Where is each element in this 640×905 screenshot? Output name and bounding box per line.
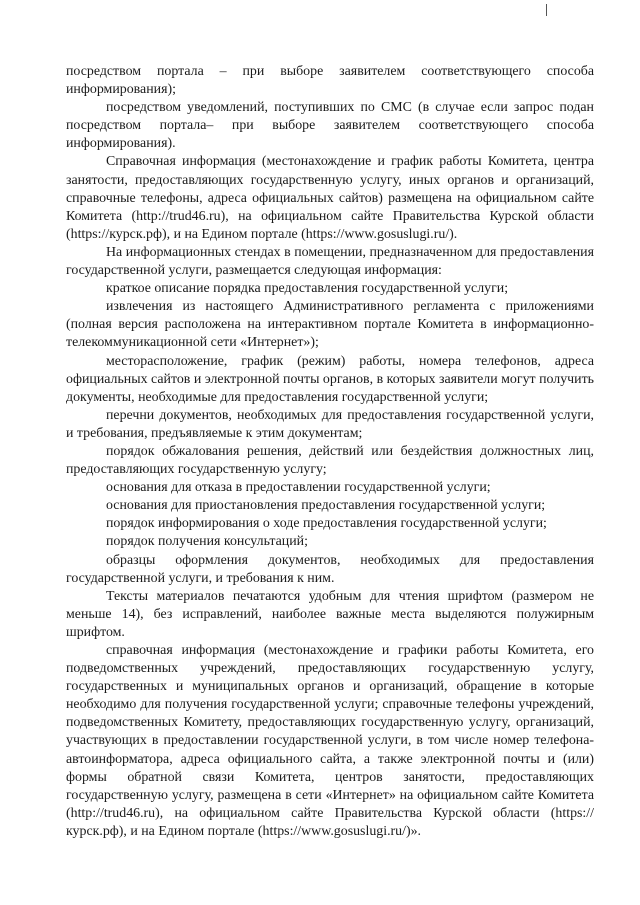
- list-item: основания для отказа в предоставлении государственной услуги;: [106, 480, 491, 496]
- list-item: перечни документов, необходимых для предоставления государственной услуги, и требования, предъявляемые к этим документам;: [66, 407, 594, 441]
- list-item: месторасположение, график (режим) работы, номера телефонов, адреса официальных сайтов и электронной почты органов, в которых заявители могут получить документы, необходимые для предоставления государственной услуги;: [66, 353, 594, 405]
- paragraph-font-requirements: Тексты материалов печатаются удобным для чтения шрифтом (размером не меньше 14), без исправлений, наиболее важные места выделяются полужирным шрифтом.: [66, 588, 594, 640]
- list-item: основания для приостановления предоставления государственной услуги;: [106, 498, 546, 514]
- paragraph-sms-notifications: посредством уведомлений, поступивших по СМС (в случае если запрос подан посредством портала– при выборе заявителем соответствующего способа информирования).: [66, 100, 594, 152]
- document-body: [66, 63, 594, 841]
- list-item: порядок обжалования решения, действий или бездействия должностных лиц, предоставляющих государственную услугу;: [66, 443, 594, 478]
- paragraph-reference-info: Справочная информация (местонахождение и график работы Комитета, центра занятости, предоставляющих государственную услугу, иных органов и организаций, справочные телефоны, адреса официальных сайтов) размещена на официальном сайте Комитета (http://trud46.ru), на официальном сайте Правительства Курской области (https://курск.рф), и на Едином портале (https://www.gosuslugi.ru/).: [66, 154, 594, 242]
- scan-mark: [546, 4, 547, 16]
- paragraph-portal-informing: посредством портала – при выборе заявителем соответствующего способа информирования);: [66, 64, 594, 98]
- list-item: порядок информирования о ходе предоставления государственной услуги;: [106, 516, 547, 532]
- list-item: образцы оформления документов, необходимых для предоставления государственной услуги, и требования к ним.: [66, 552, 594, 586]
- paragraph-internet-reference-info: справочная информация (местонахождение и графики работы Комитета, его подведомственных учреждений, предоставляющих государственную услугу, государственных и муниципальных органов и организаций, обращение в которые необходимо для получения государственной услуги; справочные телефоны учреждений, подведомственных Комитету, предоставляющих государственную услугу, организаций, участвующих в предоставлении государственной услуги, в том числе номер телефона-автоинформатора, адреса официального сайта, а также электронной почты и (или) формы обратной связи Комитета, центров занятости, предоставляющих государственную услугу, размещена в сети «Интернет» на официальном сайте Комитета (http://trud46.ru), на официальном сайте Правительства Курской области (https://курск.рф), и на Едином портале (https://www.gosuslugi.ru/)».: [66, 643, 594, 839]
- paragraph-info-stands: На информационных стендах в помещении, предназначенном для предоставления государственной услуги, размещается следующая информация:: [66, 244, 594, 279]
- list-item: извлечения из настоящего Административного регламента с приложениями (полная версия расположена на интерактивном портале Комитета в информационно-телекоммуникационной сети «Интернет»);: [66, 299, 594, 351]
- list-item: порядок получения консультаций;: [106, 534, 308, 550]
- list-item: краткое описание порядка предоставления государственной услуги;: [106, 281, 509, 297]
